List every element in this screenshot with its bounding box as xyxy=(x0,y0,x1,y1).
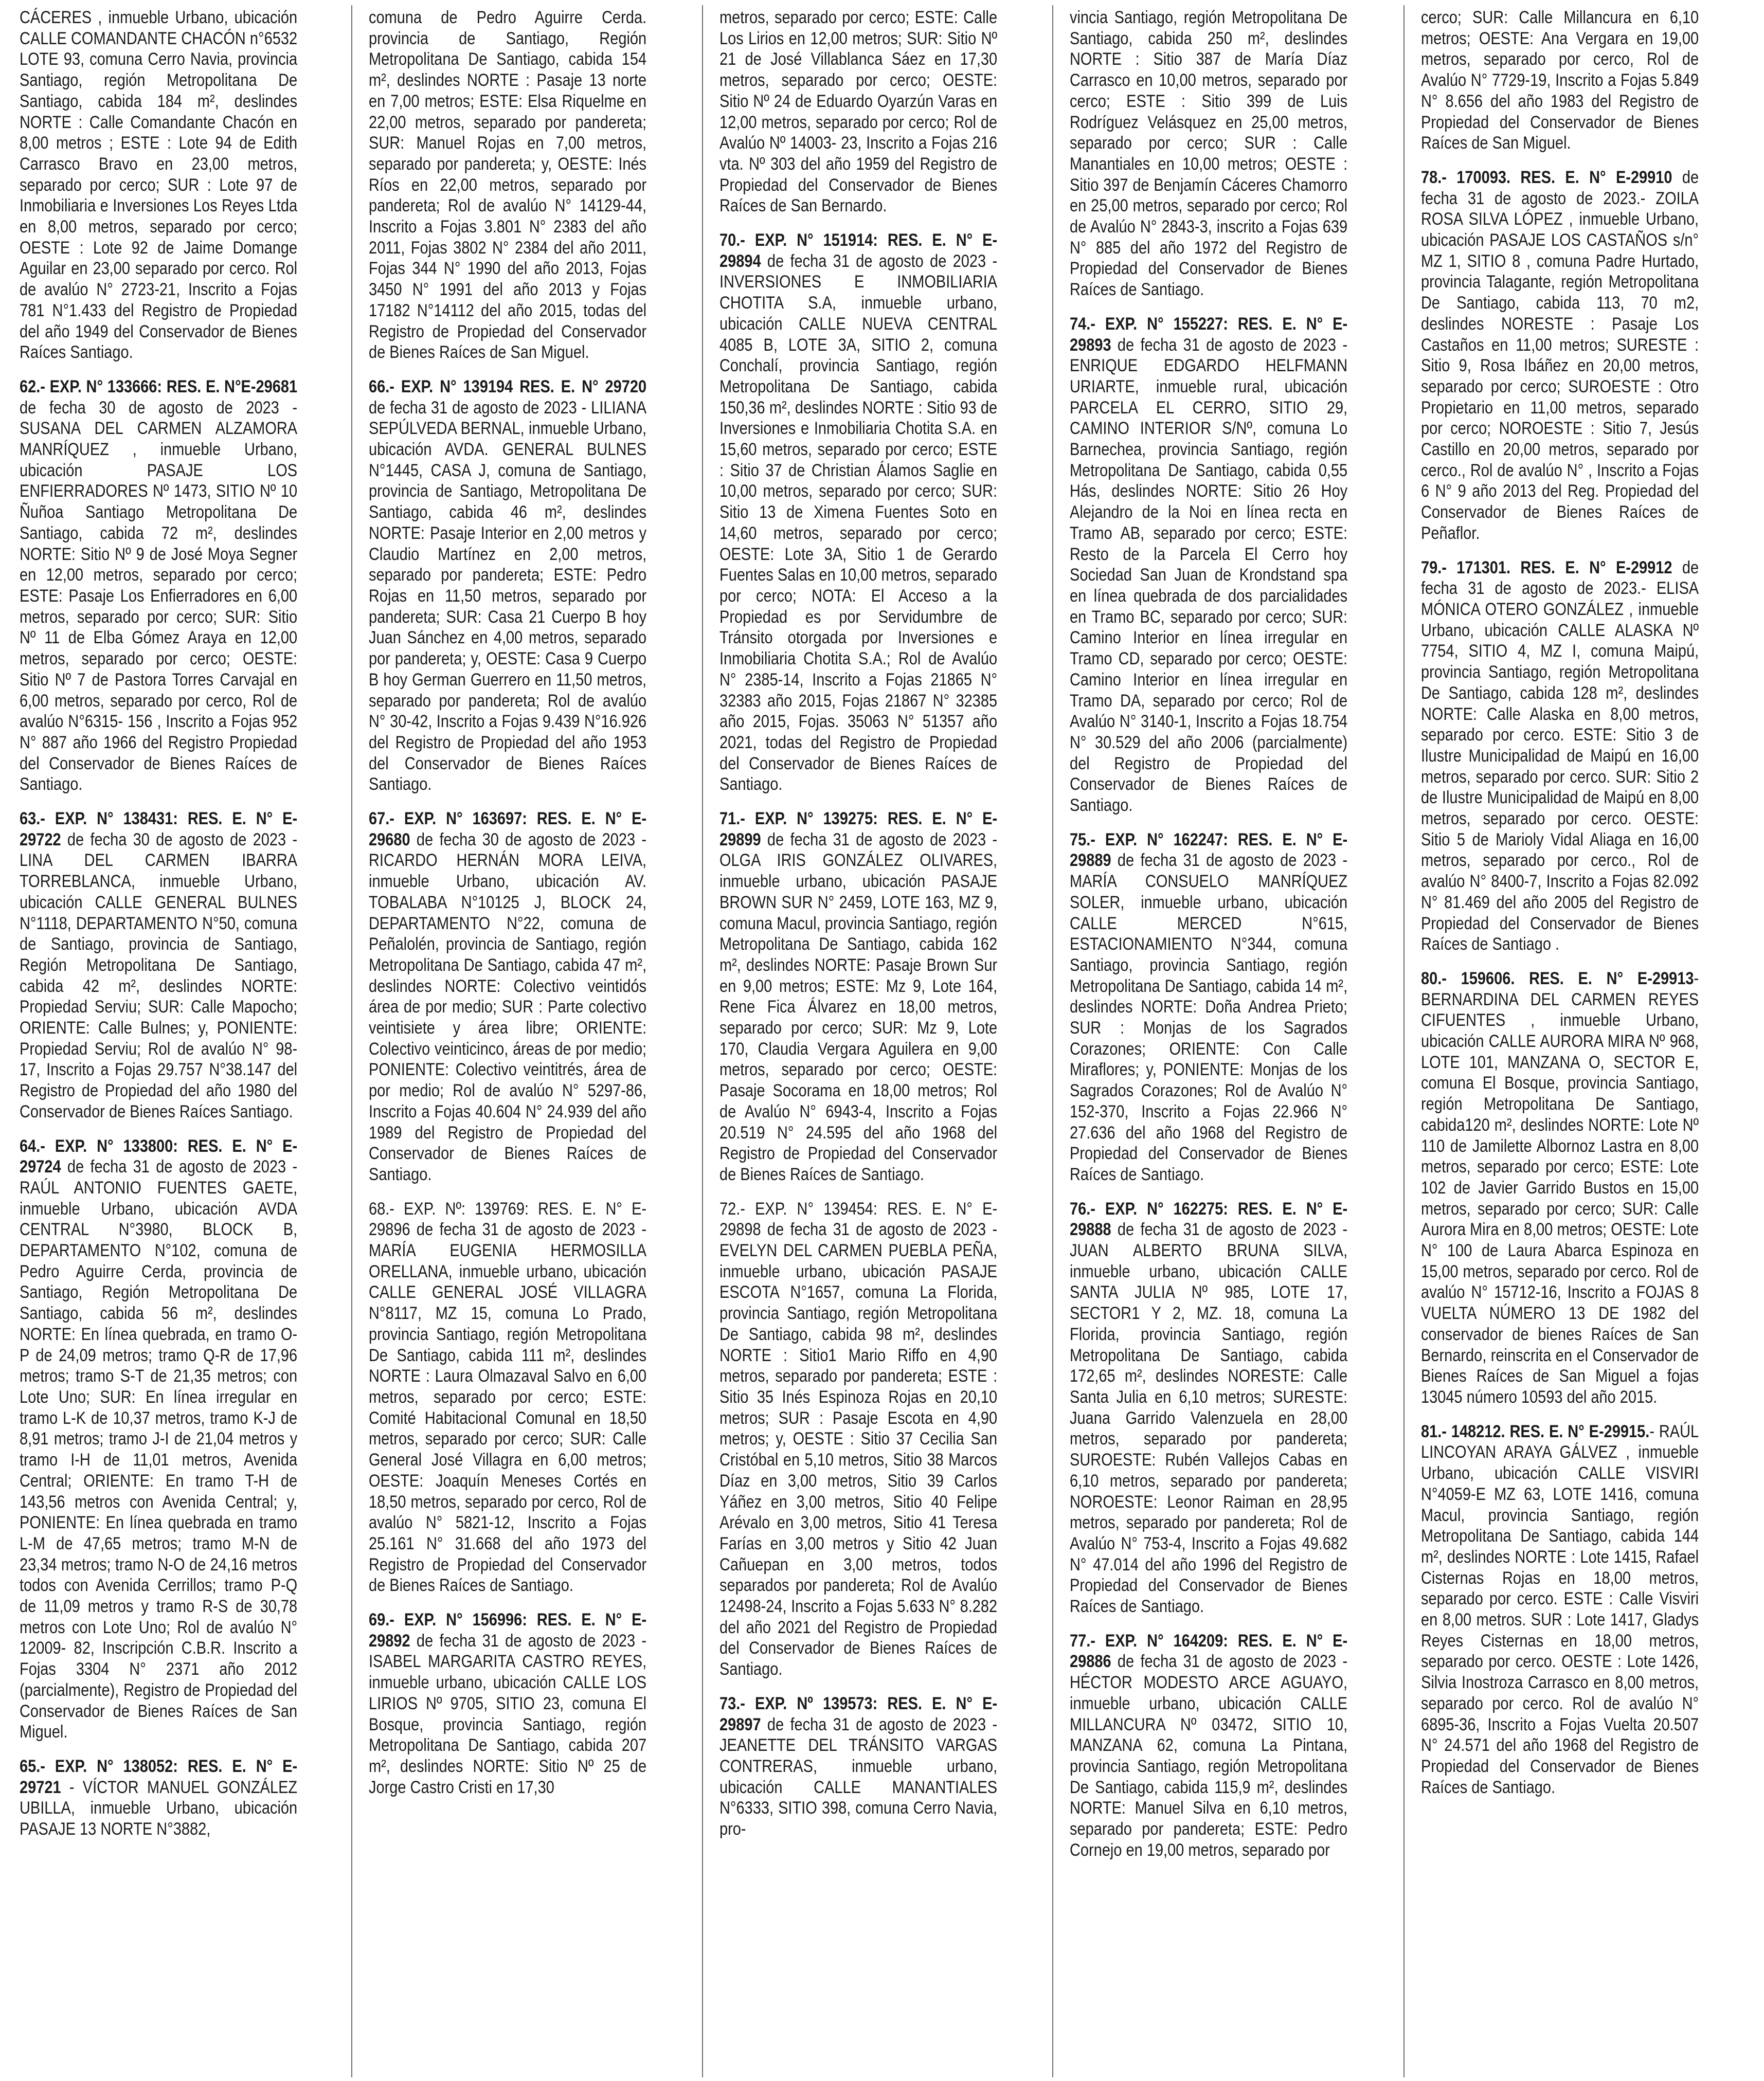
notice-entry xyxy=(1070,1199,1347,1617)
notice-heading: 80.- 159606. RES. E. N° E-29913 xyxy=(1421,968,1694,988)
notice-body: - RAÚL LINCOYAN ARAYA GÁLVEZ , inmueble Urbano, ubicación CALLE VISVIRI N°4059-E MZ 63, LOTE 1416, comuna Macul, provincia Santiago, región Metropolitana De Santiago, cabida 144 m², deslindes NORTE : Lote 1415, Rafael Cisternas Rojas en 18,00 metros, separado por cerco. ESTE : Calle Visviri en 8,00 metros. SUR : Lote 1417, Gladys Reyes Cisternas en 18,00 metros, separado por cerco. OESTE : Lote 1426, Silvia Inostroza Carrasco en 8,00 metros, separado por cerco. Rol de avalúo N° 6895-36, Inscrito a Fojas Vuelta 20.507 N° 24.571 del año 1968 del Registro de Propiedad del Conservador de Bienes Raíces de Santiago. xyxy=(1421,1421,1699,1797)
notice-entry xyxy=(719,7,997,216)
notice-body: de fecha 31 de agosto de 2023 - OLGA IRIS GONZÁLEZ OLIVARES, inmueble urbano, ubicación PASAJE BROWN SUR N° 2459, LOTE 163, MZ 9, comuna Macul, provincia Santiago, región Metropolitana De Santiago, cabida 162 m², deslindes NORTE: Pasaje Brown Sur en 9,00 metros; ESTE: Mz 9, Lote 164, Rene Fica Álvarez en 18,00 metros, separado por cerco; SUR: Mz 9, Lote 170, Claudia Vergara Aguilera en 9,00 metros, separado por cerco; OESTE: Pasaje Socorama en 18,00 metros; Rol de Avalúo N° 6943-4, Inscrito a Fojas 20.519 N° 24.595 del año 1968 del Registro de Propiedad del Conservador de Bienes Raíces de Santiago. xyxy=(719,829,998,1184)
column-divider xyxy=(351,5,352,2077)
notice-body: de fecha 31 de agosto de 2023 - HÉCTOR MODESTO ARCE AGUAYO, inmueble urbano, ubicación CALLE MILLANCURA Nº 03472, SITIO 10, MANZANA 62, comuna La Pintana, provincia Santiago, región Metropolitana De Santiago, cabida 115,9 m², deslindes NORTE: Manuel Silva en 6,10 metros, separado por pandereta; ESTE: Pedro Cornejo en 19,00 metros, separado por xyxy=(1070,1652,1348,1860)
notice-entry xyxy=(1421,1421,1699,1798)
notice-entry xyxy=(1070,1631,1347,1861)
notice-entry xyxy=(20,808,297,1123)
notice-entry xyxy=(369,1609,646,1798)
notice-heading: 69.- EXP. N° 156996: RES. E. N° E- 29892 xyxy=(369,1610,647,1651)
notice-heading: 73.- EXP. Nº 139573: RES. E. N° E-29897 xyxy=(719,1693,998,1734)
notice-heading: 78.- 170093. RES. E. N° E-29910 xyxy=(1421,167,1672,187)
text-column-2 xyxy=(369,7,646,2074)
notice-body: de fecha 31 de agosto de 2023 - RAÚL ANTONIO FUENTES GAETE, inmueble Urbano, ubicación AVDA CENTRAL N°3980, BLOCK B, DEPARTAMENTO N°102, comuna de Pedro Aguirre Cerda, provincia de Santiago, Región Metropolitana De Santiago, cabida 56 m², deslindes NORTE: En línea quebrada, en tramo O-P de 24,09 metros; tramo Q-R de 17,96 metros; tramo S-T de 21,35 metros; con Lote Uno; SUR: En línea irregular en tramo L-K de 10,37 metros, tramo K-J de 8,91 metros; tramo J-I de 21,04 metros y tramo I-H de 11,01 metros, Avenida Central; ORIENTE: En tramo T-H de 143,56 metros con Avenida Central; y, PONIENTE: En línea quebrada en tramo L-M de 47,65 metros; tramo M-N de 23,34 metros; tramo N-O de 24,16 metros todos con Avenida Cerrillos; tramo P-Q de 11,09 metros y tramo R-S de 30,78 metros con Lote Uno; Rol de avalúo N° 12009- 82, Inscripción C.B.R. Inscrito a Fojas 3304 N° 2371 año 2012 (parcialmente), Registro de Propiedad del Conservador de Bienes Raíces de San Miguel. xyxy=(20,1157,298,1742)
notice-heading: 81.- 148212. RES. E. N° E-29915. xyxy=(1421,1421,1650,1441)
notice-heading: 74.- EXP. N° 155227: RES. E. N° E-29893 xyxy=(1070,314,1348,355)
notice-entry xyxy=(1070,7,1347,300)
notice-body: 68.- EXP. Nº: 139769: RES. E. N° E-29896 de fecha 31 de agosto de 2023 - MARÍA EUGENIA HERMOSILLA ORELLANA, inmueble urbano, ubicación CALLE GENERAL JOSÉ VILLAGRA N°8117, MZ 15, comuna Lo Prado, provincia Santiago, región Metropolitana De Santiago, cabida 111 m², deslindes NORTE : Laura Olmazaval Salvo en 6,00 metros, separado por cerco; ESTE: Comité Habitacional Comunal en 18,50 metros, separado por cerco; SUR: Calle General José Villagra en 6,00 metros; OESTE: Joaquín Meneses Cortés en 18,50 metros, separado por cerco, Rol de avalúo N° 5821-12, Inscrito a Fojas 25.161 N° 31.668 del año 1973 del Registro de Propiedad del Conservador de Bienes Raíces de Santiago. xyxy=(369,1199,647,1596)
notice-entry xyxy=(20,376,297,795)
notice-entry xyxy=(20,1756,297,1840)
notice-heading: 64.- EXP. N° 133800: RES. E. N° E-29724 xyxy=(20,1136,298,1177)
notice-body: 72.- EXP. N° 139454: RES. E. N° E-29898 de fecha 31 de agosto de 2023 - EVELYN DEL CARMEN PUEBLA PEÑA, inmueble urbano, ubicación PASAJE ESCOTA N°1657, comuna La Florida, provincia Santiago, región Metropolitana De Santiago, cabida 98 m², deslindes NORTE : Sitio1 Mario Riffo en 4,90 metros, separado por pandereta; ESTE : Sitio 35 Inés Espinoza Rojas en 20,10 metros; SUR : Pasaje Escota en 4,90 metros; y, OESTE : Sitio 37 Cecilia San Cristóbal en 5,10 metros, Sitio 38 Marcos Díaz en 3,00 metros, Sitio 39 Carlos Yáñez en 3,00 metros, Sitio 40 Felipe Arévalo en 3,00 metros, Sitio 41 Teresa Farías en 3,00 metros y Sitio 42 Juan Cañuepan en 3,00 metros, todos separados por pandereta; Rol de Avalúo 12498-24, Inscrito a Fojas 5.633 N° 8.282 del año 2021 del Registro de Propiedad del Conservador de Bienes Raíces de Santiago. xyxy=(719,1199,998,1679)
notice-heading: 62.- EXP. N° 133666: RES. E. N°E-29681 xyxy=(20,376,298,396)
notice-body: metros, separado por cerco; ESTE: Calle Los Lirios en 12,00 metros; SUR: Sitio Nº 21 de José Villablanca Sáez en 17,30 metros, separado por cerco; OESTE: Sitio Nº 24 de Eduardo Oyarzún Varas en 12,00 metros, separado por cerco; Rol de Avalúo Nº 14003- 23, Inscrito a Fojas 216 vta. Nº 303 del año 1959 del Registro de Propiedad del Conservador de Bienes Raíces de San Bernardo. xyxy=(719,8,998,216)
notice-entry xyxy=(1421,968,1699,1408)
notice-body: de fecha 30 de agosto de 2023 - SUSANA DEL CARMEN ALZAMORA MANRÍQUEZ , inmueble Urbano, ubicación PASAJE LOS ENFIERRADORES Nº 1473, SITIO Nº 10 Ñuñoa Santiago Metropolitana De Santiago, cabida 72 m², deslindes NORTE: Sitio Nº 9 de José Moya Segner en 12,00 metros, separado por cerco; ESTE: Pasaje Los Enfierradores en 6,00 metros, separado por cerco; SUR: Sitio Nº 11 de Elba Gómez Araya en 12,00 metros, separado por cerco; OESTE: Sitio Nº 7 de Pastora Torres Carvajal en 6,00 metros, separado por cerco, Rol de avalúo N°6315- 156 , Inscrito a Fojas 952 N° 887 año 1966 del Registro Propiedad del Conservador de Bienes Raíces de Santiago. xyxy=(20,397,298,794)
notice-body: de fecha 31 de agosto de 2023 - ISABEL MARGARITA CASTRO REYES, inmueble urbano, ubicación CALLE LOS LIRIOS Nº 9705, SITIO 23, comuna El Bosque, provincia Santiago, región Metropolitana De Santiago, cabida 207 m², deslindes NORTE: Sitio Nº 25 de Jorge Castro Cristi en 17,30 xyxy=(369,1631,647,1797)
notice-entry xyxy=(369,1199,646,1596)
column-divider xyxy=(1403,5,1405,2077)
text-column-3 xyxy=(719,7,997,2074)
notice-heading: 76.- EXP. N° 162275: RES. E. N° E-29888 xyxy=(1070,1199,1348,1240)
notice-entry xyxy=(369,376,646,795)
text-column-5 xyxy=(1421,7,1699,2074)
notice-entry xyxy=(1421,7,1699,154)
notice-heading: 70.- EXP. N° 151914: RES. E. N° E-29894 xyxy=(719,230,998,271)
notice-body: de fecha 31 de agosto de 2023.- ELISA MÓNICA OTERO GONZÁLEZ , inmueble Urbano, ubicación CALLE ALASKA Nº 7754, SITIO 4, MZ I, comuna Maipú, provincia Santiago, región Metropolitana De Santiago, cabida 128 m², deslindes NORTE: Calle Alaska en 8,00 metros, separado por cerco. ESTE: Sitio 3 de Ilustre Municipalidad de Maipú en 16,00 metros, separado por cerco. SUR: Sitio 2 de Ilustre Municipalidad de Maipú en 8,00 metros, separado por cerco. OESTE: Sitio 5 de Marioly Vidal Aliaga en 16,00 metros, separado por cerco., Rol de avalúo N° 8400-7, Inscrito a Fojas 82.092 N° 81.469 del año 2005 del Registro de Propiedad del Conservador de Bienes Raíces de Santiago . xyxy=(1421,557,1699,954)
notice-heading: 79.- 171301. RES. E. N° E-29912 xyxy=(1421,557,1672,577)
notice-entry xyxy=(1421,557,1699,955)
notice-heading: 63.- EXP. N° 138431: RES. E. N° E-29722 xyxy=(20,809,298,849)
column-divider xyxy=(1052,5,1053,2077)
notice-body: de fecha 31 de agosto de 2023 - MARÍA CONSUELO MANRÍQUEZ SOLER, inmueble urbano, ubicación CALLE MERCED N°615, ESTACIONAMIENTO N°344, comuna Santiago, provincia Santiago, región Metropolitana De Santiago, cabida 14 m², deslindes NORTE: Doña Andrea Prieto; SUR : Monjas de los Sagrados Corazones; ORIENTE: Con Calle Miraflores; y, PONIENTE: Monjas de los Sagrados Corazones; Rol de Avalúo N° 152-370, Inscrito a Fojas 22.966 N° 27.636 del año 1968 del Registro de Propiedad del Conservador de Bienes Raíces de Santiago. xyxy=(1070,851,1348,1184)
text-column-4 xyxy=(1070,7,1347,2074)
column-divider xyxy=(702,5,703,2077)
notice-heading: 66.- EXP. N° 139194 RES. E. N° 29720 xyxy=(369,376,647,396)
notice-heading: 75.- EXP. N° 162247: RES. E. N° E-29889 xyxy=(1070,829,1348,871)
notice-body: cerco; SUR: Calle Millancura en 6,10 metros; OESTE: Ana Vergara en 19,00 metros, separado por cerco, Rol de Avalúo N° 7729-19, Inscrito a Fojas 5.849 N° 8.656 del año 1983 del Registro de Propiedad del Conservador de Bienes Raíces de San Miguel. xyxy=(1421,8,1699,153)
notice-entry xyxy=(20,7,297,363)
notice-body: - BERNARDINA DEL CARMEN REYES CIFUENTES , inmueble Urbano, ubicación CALLE AURORA MIRA Nº 968, LOTE 101, MANZANA O, SECTOR E, comuna El Bosque, provincia Santiago, región Metropolitana De Santiago, cabida120 m², deslindes NORTE: Lote Nº 110 de Jamilette Albornoz Lastra en 8,00 metros, separado por cerco; ESTE: Lote 102 de Javier Garrido Bustos en 15,00 metros, separado por cerco; SUR: Calle Aurora Mira en 8,00 metros; OESTE: Lote N° 100 de Laura Abarca Espinoza en 15,00 metros, separado por cerco. Rol de avalúo N° 15712-16, Inscrito a FOJAS 8 VUELTA NÚMERO 13 DE 1982 del conservador de bienes Raíces de San Bernardo, reinscrita en el Conservador de Bienes Raíces de San Miguel a fojas 13045 número 10593 del año 2015. xyxy=(1421,968,1699,1407)
notice-body: vincia Santiago, región Metropolitana De Santiago, cabida 250 m², deslindes NORTE : Sitio 387 de María Díaz Carrasco en 10,00 metros, separado por cerco; ESTE : Sitio 399 de Luis Rodríguez Velásquez en 25,00 metros, separado por cerco; SUR : Calle Manantiales en 10,00 metros; OESTE : Sitio 397 de Benjamín Cáceres Chamorro en 25,00 metros, separado por cerco; Rol de Avalúo N° 2843-3, inscrito a Fojas 639 N° 885 del año 1972 del Registro de Propiedad del Conservador de Bienes Raíces de Santiago. xyxy=(1070,8,1348,300)
notice-body: de fecha 30 de agosto de 2023 - RICARDO HERNÁN MORA LEIVA, inmueble Urbano, ubicación AV. TOBALABA N°10125 J, BLOCK 24, DEPARTAMENTO N°22, comuna de Peñalolén, provincia de Santiago, región Metropolitana De Santiago, cabida 47 m², deslindes NORTE: Colectivo veintidós área de por medio; SUR : Parte colectivo veintisiete y área libre; ORIENTE: Colectivo veinticinco, áreas de por medio; PONIENTE: Colectivo veintitrés, área de por medio; Rol de avalúo N° 5297-86, Inscrito a Fojas 40.604 N° 24.939 del año 1989 del Registro de Propiedad del Conservador de Bienes Raíces de Santiago. xyxy=(369,829,647,1184)
notice-heading: 65.- EXP. N° 138052: RES. E. N° E-29721 xyxy=(20,1756,298,1797)
notice-heading: 71.- EXP. N° 139275: RES. E. N° E-29899 xyxy=(719,809,998,849)
notice-entry xyxy=(1070,829,1347,1185)
notice-entry xyxy=(719,1693,997,1840)
notice-body: CÁCERES , inmueble Urbano, ubicación CALLE COMANDANTE CHACÓN n°6532 LOTE 93, comuna Cerro Navia, provincia Santiago, región Metropolitana De Santiago, cabida 184 m², deslindes NORTE : Calle Comandante Chacón en 8,00 metros ; ESTE : Lote 94 de Edith Carrasco Bravo en 23,00 metros, separado por cerco; SUR : Lote 97 de Inmobiliaria e Inversiones Los Reyes Ltda en 8,00 metros, separado por cerco; OESTE : Lote 92 de Jaime Domange Aguilar en 23,00 separado por cerco. Rol de avalúo N° 2723-21, Inscrito a Fojas 781 N°1.433 del Registro de Propiedad del año 1949 del Conservador de Bienes Raíces Santiago. xyxy=(20,8,298,363)
notice-entry xyxy=(719,230,997,795)
notice-entry xyxy=(719,1199,997,1680)
notice-heading: 77.- EXP. N° 164209: RES. E. N° E-29886 xyxy=(1070,1631,1348,1672)
notice-heading: 67.- EXP. N° 163697: RES. E. N° E-29680 xyxy=(369,809,647,849)
notice-entry xyxy=(369,808,646,1185)
notice-entry xyxy=(1070,314,1347,816)
notice-body: de fecha 30 de agosto de 2023 - LINA DEL CARMEN IBARRA TORREBLANCA, inmueble Urbano, ubicación CALLE GENERAL BULNES N°1118, DEPARTAMENTO N°50, comuna de Santiago, provincia de Santiago, Región Metropolitana De Santiago, cabida 42 m², deslindes NORTE: Propiedad Serviu; SUR: Calle Mapocho; ORIENTE: Calle Bulnes; y, PONIENTE: Propiedad Serviu; Rol de avalúo N° 98-17, Inscrito a Fojas 29.757 N°38.147 del Registro de Propiedad del año 1980 del Conservador de Bienes Raíces Santiago. xyxy=(20,829,298,1121)
notice-entry xyxy=(1421,167,1699,544)
notice-body: - VÍCTOR MANUEL GONZÁLEZ UBILLA, inmueble Urbano, ubicación PASAJE 13 NORTE N°3882, xyxy=(20,1777,298,1839)
notice-entry xyxy=(369,7,646,363)
notice-body: comuna de Pedro Aguirre Cerda. provincia de Santiago, Región Metropolitana De Santiago, cabida 154 m², deslindes NORTE : Pasaje 13 norte en 7,00 metros; ESTE: Elsa Riquelme en 22,00 metros, separado por pandereta; SUR: Manuel Rojas en 7,00 metros, separado por pandereta; y, OESTE: Inés Ríos en 22,00 metros, separado por pandereta; Rol de avalúo N° 14129-44, Inscrito a Fojas 3.801 N° 2383 del año 2011, Fojas 3802 N° 2384 del año 2011, Fojas 344 N° 1990 del año 2013, Fojas 3450 N° 1991 del año 2013 y Fojas 17182 N°14112 del año 2015, todas del Registro de Propiedad del Conservador de Bienes Raíces de San Miguel. xyxy=(369,8,647,363)
notice-body: de fecha 31 de agosto de 2023 - ENRIQUE EDGARDO HELFMANN URIARTE, inmueble rural, ubicación PARCELA EL CERRO, SITIO 29, CAMINO INTERIOR S/Nº, comuna Lo Barnechea, provincia Santiago, región Metropolitana De Santiago, cabida 0,55 Hás, deslindes NORTE: Sitio 26 Hoy Alejandro de la Noi en línea recta en Tramo AB, separado por cerco; ESTE: Resto de la Parcela El Cerro hoy Sociedad San Juan de Krondstand spa en línea quebrada de dos parcialidades en Tramo BC, separado por cerco; SUR: Camino Interior en línea irregular en Tramo CD, separado por cerco; OESTE: Camino Interior en línea irregular en Tramo DA, separado por cerco; Rol de Avalúo N° 3140-1, Inscrito a Fojas 18.754 N° 30.529 del año 2006 (parcialmente) del Registro de Propiedad del Conservador de Bienes Raíces de Santiago. xyxy=(1070,335,1348,816)
notice-entry xyxy=(20,1136,297,1743)
notice-body: de fecha 31 de agosto de 2023.- ZOILA ROSA SILVA LÓPEZ , inmueble Urbano, ubicación PASAJE LOS CASTAÑOS s/n° MZ 1, SITIO 8 , comuna Padre Hurtado, provincia Talagante, región Metropolitana De Santiago, cabida 113, 70 m2, deslindes NORESTE : Pasaje Los Castaños en 11,00 metros; SURESTE : Sitio 9, Rosa Ibáñez en 20,00 metros, separado por cerco; SUROESTE : Otro Propietario en 11,00 metros, separado por cerco; NOROESTE : Sitio 7, Jesús Castillo en 20,00 metros, separado por cerco., Rol de avalúo N° , Inscrito a Fojas 6 N° 9 año 2013 del Reg. Propiedad del Conservador de Bienes Raíces de Peñaflor. xyxy=(1421,167,1699,543)
notice-body: de fecha 31 de agosto de 2023 - LILIANA SEPÚLVEDA BERNAL, inmueble Urbano, ubicación AVDA. GENERAL BULNES N°1445, CASA J, comuna de Santiago, provincia de Santiago, Metropolitana De Santiago, cabida 46 m², deslindes NORTE: Pasaje Interior en 2,00 metros y Claudio Martínez en 2,00 metros, separado por pandereta; ESTE: Pedro Rojas en 11,50 metros, separado por pandereta; SUR: Casa 21 Cuerpo B hoy Juan Sánchez en 4,00 metros, separado por pandereta; y, OESTE: Casa 9 Cuerpo B hoy German Guerrero en 11,50 metros, separado por pandereta; Rol de avalúo N° 30-42, Inscrito a Fojas 9.439 N°16.926 del Registro de Propiedad del año 1953 del Conservador de Bienes Raíces Santiago. xyxy=(369,397,647,794)
notice-entry xyxy=(719,808,997,1185)
notice-body: de fecha 31 de agosto de 2023 - JUAN ALBERTO BRUNA SILVA, inmueble urbano, ubicación CALLE SANTA JULIA Nº 985, LOTE 17, SECTOR1 Y 2, MZ. 18, comuna La Florida, provincia Santiago, región Metropolitana De Santiago, cabida 172,65 m², deslindes NORESTE: Calle Santa Julia en 6,10 metros; SURESTE: Juana Garrido Valenzuela en 28,00 metros, separado por pandereta; SUROESTE: Rubén Vallejos Cabas en 6,10 metros, separado por pandereta; NOROESTE: Leonor Raiman en 28,95 metros, separado por pandereta; Rol de Avalúo N° 753-4, Inscrito a Fojas 49.682 N° 47.014 del año 1996 del Registro de Propiedad del Conservador de Bienes Raíces de Santiago. xyxy=(1070,1220,1348,1617)
text-column-1 xyxy=(20,7,297,2074)
notice-body: de fecha 31 de agosto de 2023 - JEANETTE DEL TRÁNSITO VARGAS CONTRERAS, inmueble urbano, ubicación CALLE MANANTIALES N°6333, SITIO 398, comuna Cerro Navia, pro- xyxy=(719,1714,998,1839)
notice-body: de fecha 31 de agosto de 2023 - INVERSIONES E INMOBILIARIA CHOTITA S.A, inmueble urbano, ubicación CALLE NUEVA CENTRAL 4085 B, LOTE 3A, SITIO 2, comuna Conchalí, provincia Santiago, región Metropolitana De Santiago, cabida 150,36 m², deslindes NORTE : Sitio 93 de Inversiones e Inmobiliaria Chotita S.A. en 15,60 metros, separado por cerco; ESTE : Sitio 37 de Christian Álamos Saglie en 10,00 metros, separado por cerco; SUR: Sitio 13 de Ximena Fuentes Soto en 14,60 metros, separado por cerco; OESTE: Lote 3A, Sitio 1 de Gerardo Fuentes Salas en 10,00 metros, separado por cerco; NOTA: El Acceso a la Propiedad es por Servidumbre de Tránsito otorgada por Inversiones e Inmobiliaria Chotita S.A.; Rol de Avalúo N° 2385-14, Inscrito a Fojas 21865 N° 32383 año 2015, Fojas 21867 N° 32385 año 2015, Fojas. 35063 N° 51357 año 2021, todas del Registro de Propiedad del Conservador de Bienes Raíces de Santiago. xyxy=(719,251,998,794)
